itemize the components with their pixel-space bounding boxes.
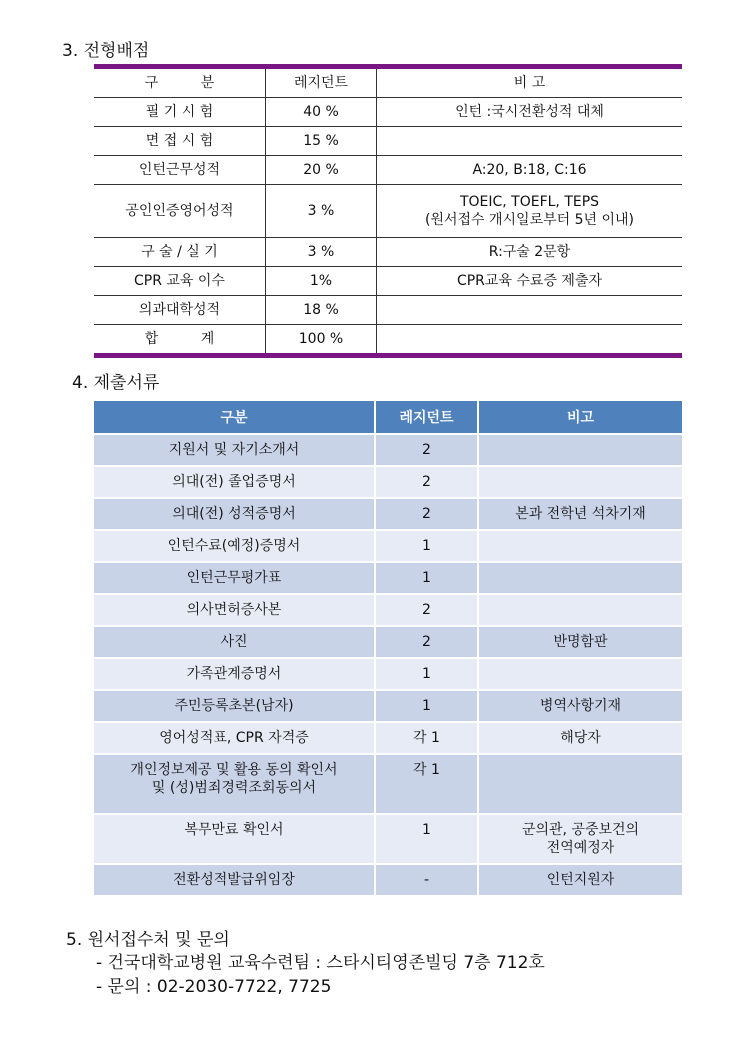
row-note [377, 127, 683, 156]
row-note: 인턴 :국시전환성적 대체 [377, 98, 683, 127]
documents-table-header [94, 401, 682, 434]
row-item: 인턴근무성적 [94, 156, 266, 185]
row-score: 15 % [266, 127, 377, 156]
row-item-line1: 개인정보제공 및 활용 동의 확인서 [130, 762, 338, 778]
row-count: 1 [375, 562, 478, 594]
table-row [94, 238, 682, 267]
row-item: 필 기 시 험 [94, 98, 266, 127]
header-resident: 레지던트 [375, 401, 478, 434]
row-item: 구 술 / 실 기 [94, 238, 266, 267]
section4-title: 4. 제출서류 [72, 373, 160, 393]
header-note: 비고 [478, 401, 682, 434]
row-count: 2 [375, 434, 478, 466]
row-item: 인턴근무평가표 [94, 562, 375, 594]
table-row [94, 156, 682, 185]
header-category: 구분 [94, 401, 375, 434]
row-score: 1% [266, 267, 377, 296]
row-note: CPR교육 수료증 제출자 [377, 267, 683, 296]
row-note [478, 754, 682, 814]
row-count: 각 1 [375, 754, 478, 814]
table-row [94, 814, 682, 864]
row-item: 전환성적발급위임장 [94, 864, 375, 896]
row-count: - [375, 864, 478, 896]
row-item: 가족관계증명서 [94, 658, 375, 690]
row-item: 영어성적표, CPR 자격증 [94, 722, 375, 754]
documents-table [94, 401, 682, 897]
table-row [94, 754, 682, 814]
row-note [478, 530, 682, 562]
row-note [478, 814, 682, 864]
row-score: 3 % [266, 185, 377, 238]
row-note-line2: (원서접수 개시일로부터 5년 이내) [425, 212, 634, 228]
table-row [94, 690, 682, 722]
row-item: 면 접 시 험 [94, 127, 266, 156]
row-note [478, 466, 682, 498]
total-row [94, 325, 682, 356]
row-item: 의과대학성적 [94, 296, 266, 325]
row-item: 의대(전) 성적증명서 [94, 498, 375, 530]
row-note: A:20, B:18, C:16 [377, 156, 683, 185]
score-table [94, 64, 682, 358]
contact-phone: - 문의 : 02-2030-7722, 7725 [96, 977, 332, 997]
table-row [94, 658, 682, 690]
header-note: 비 고 [377, 67, 683, 98]
row-note: R:구술 2문항 [377, 238, 683, 267]
row-score: 20 % [266, 156, 377, 185]
row-note [478, 594, 682, 626]
row-note: 인턴지원자 [478, 864, 682, 896]
table-row [94, 185, 682, 238]
row-note-line1: TOEIC, TOEFL, TEPS [459, 194, 600, 210]
row-note: 반명함판 [478, 626, 682, 658]
row-note [478, 562, 682, 594]
table-row [94, 722, 682, 754]
table-row [94, 466, 682, 498]
row-note [478, 658, 682, 690]
row-count: 1 [375, 690, 478, 722]
section3-title: 3. 전형배점 [62, 41, 150, 61]
row-item: 지원서 및 자기소개서 [94, 434, 375, 466]
row-score: 18 % [266, 296, 377, 325]
row-count: 2 [375, 626, 478, 658]
row-score: 100 % [266, 325, 377, 356]
row-item: 인턴수료(예정)증명서 [94, 530, 375, 562]
table-row [94, 127, 682, 156]
row-note-line1: 군의관, 공중보건의 [521, 822, 640, 838]
row-item: CPR 교육 이수 [94, 267, 266, 296]
row-count: 각 1 [375, 722, 478, 754]
row-note [377, 185, 683, 238]
row-item [94, 754, 375, 814]
row-score: 3 % [266, 238, 377, 267]
row-note [478, 434, 682, 466]
row-note-line2: 전역예정자 [546, 840, 615, 856]
row-note: 본과 전학년 석차기재 [478, 498, 682, 530]
table-row [94, 626, 682, 658]
table-row [94, 98, 682, 127]
row-note [377, 325, 683, 356]
row-item: 복무만료 확인서 [94, 814, 375, 864]
row-item: 공인인증영어성적 [94, 185, 266, 238]
section5-title: 5. 원서접수처 및 문의 [66, 930, 230, 950]
row-count: 1 [375, 814, 478, 864]
row-count: 2 [375, 498, 478, 530]
row-note: 해당자 [478, 722, 682, 754]
header-category: 구 분 [94, 67, 266, 98]
table-row [94, 434, 682, 466]
table-row [94, 296, 682, 325]
table-row [94, 498, 682, 530]
header-resident: 레지던트 [266, 67, 377, 98]
table-row [94, 864, 682, 896]
row-note: 병역사항기재 [478, 690, 682, 722]
row-item: 합 계 [94, 325, 266, 356]
row-count: 2 [375, 594, 478, 626]
row-item: 주민등록초본(남자) [94, 690, 375, 722]
row-item-line2: 및 (성)범죄경력조회동의서 [151, 780, 317, 796]
row-item: 의사면허증사본 [94, 594, 375, 626]
row-score: 40 % [266, 98, 377, 127]
table-row [94, 562, 682, 594]
row-note [377, 296, 683, 325]
table-row [94, 267, 682, 296]
table-row [94, 594, 682, 626]
row-item: 사진 [94, 626, 375, 658]
row-count: 1 [375, 530, 478, 562]
row-count: 2 [375, 466, 478, 498]
table-row [94, 530, 682, 562]
score-table-header [94, 67, 682, 98]
row-count: 1 [375, 658, 478, 690]
row-item: 의대(전) 졸업증명서 [94, 466, 375, 498]
contact-address: - 건국대학교병원 교육수련팀 : 스타시티영존빌딩 7층 712호 [96, 953, 545, 973]
